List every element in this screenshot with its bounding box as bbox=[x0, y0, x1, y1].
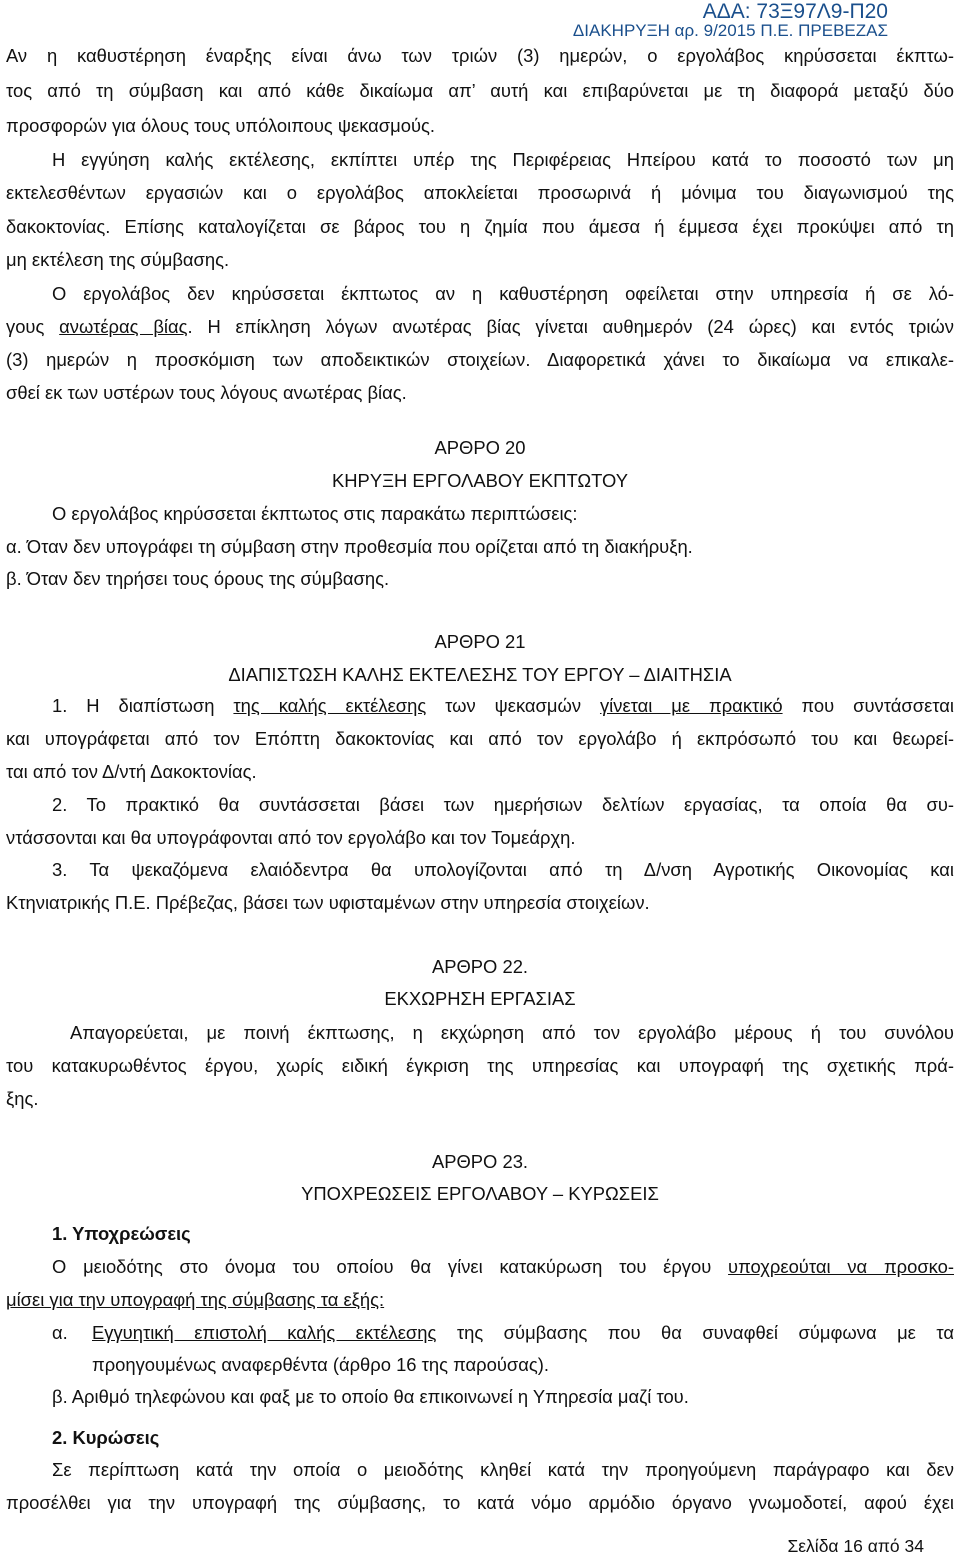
sanctions-line-1: Σε περίπτωση κατά την οποία ο μειοδότης κληθεί κατά την προηγούμενη παράγραφο και δεν bbox=[52, 1459, 954, 1480]
article-21-title: ΑΡΘΡΟ 21 bbox=[434, 631, 526, 652]
article-21-subtitle: ΔΙΑΠΙΣΤΩΣΗ ΚΑΛΗΣ ΕΚΤΕΛΕΣΗΣ ΤΟΥ ΕΡΓΟΥ – ΔΙΑΙΤΗΣΙΑ bbox=[228, 664, 732, 685]
article-22-line-3: ξης. bbox=[6, 1088, 39, 1109]
guarantee-letter-underlined: Εγγυητική επιστολή καλής εκτέλεσης bbox=[92, 1322, 437, 1343]
article-22-line-1: Απαγορεύεται, με ποινή έκπτωσης, η εκχώρηση από τον εργολάβο μέρους ή του συνόλου bbox=[70, 1022, 954, 1043]
article-22-title: ΑΡΘΡΟ 22. bbox=[431, 956, 529, 977]
item-text: 1. Η διαπίστωση bbox=[52, 695, 234, 716]
article-22-subtitle: ΕΚΧΩΡΗΣΗ ΕΡΓΑΣΙΑΣ bbox=[384, 988, 576, 1009]
p1-line-1: Αν η καθυστέρηση έναρξης είναι άνω των τριών (3) ημερών, ο εργολάβος κηρύσσεται έκπτω- bbox=[6, 45, 954, 66]
item-a-text: της σύμβασης που θα συναφθεί σύμφωνα με τα bbox=[436, 1322, 954, 1343]
article-21-item-1-line-1 bbox=[52, 694, 954, 718]
article-23-title: ΑΡΘΡΟ 23. bbox=[431, 1151, 529, 1172]
p3-text: γους bbox=[6, 316, 60, 337]
p2-line-4: μη εκτέλεση της σύμβασης. bbox=[6, 249, 230, 270]
obligations-line-1 bbox=[52, 1255, 954, 1279]
p3-line-3: (3) ημερών η προσκόμιση των αποδεικτικών στοιχείων. Διαφορετικά χάνει το δικαίωμα να επικαλε- bbox=[6, 349, 954, 370]
item-a-line-2: προηγουμένως αναφερθέντα (άρθρο 16 της παρούσας). bbox=[92, 1354, 549, 1375]
item-b: β. Αριθμό τηλεφώνου και φαξ με το οποίο θα επικοινωνεί η Υπηρεσία μαζί του. bbox=[52, 1386, 689, 1407]
article-22-line-2: του κατακυρωθέντος έργου, χωρίς ειδική έγκριση της υπηρεσίας και υπογραφή της σχετικής πρά- bbox=[6, 1055, 954, 1076]
article-21-item-3-line-2: Κτηνιατρικής Π.Ε. Πρέβεζας, βάσει των υφισταμένων στην υπηρεσία στοιχείων. bbox=[6, 892, 650, 913]
force-majeure-underlined: ανωτέρας βίας bbox=[59, 316, 188, 337]
document-header bbox=[573, 2, 888, 40]
sanctions-heading: 2. Κυρώσεις bbox=[52, 1427, 160, 1448]
sanctions-line-2: προσέλθει για την υπογραφή της σύμβασης, το κατά νόμο αρμόδιο όργανο γνωμοδοτεί, αφού έχει bbox=[6, 1492, 954, 1513]
p3-text: . Η επίκληση λόγων ανωτέρας βίας γίνεται αυθημερόν (24 ώρες) και εντός τριών bbox=[187, 316, 954, 337]
p3-line-4: σθεί εκ των υστέρων τους λόγους ανωτέρας βίας. bbox=[6, 382, 407, 403]
article-21-item-2-line-1: 2. Το πρακτικό θα συντάσσεται βάσει των ημερήσιων δελτίων εργασίας, τα οποία θα συ- bbox=[52, 794, 954, 815]
page-number: Σελίδα 16 από 34 bbox=[787, 1536, 924, 1556]
article-21-item-2-line-2: ντάσσονται και θα υπογράφονται από τον εργολάβο και τον Τομεάρχη. bbox=[6, 827, 576, 848]
tender-reference: ΔΙΑΚΗΡΥΞΗ αρ. 9/2015 Π.Ε. ΠΡΕΒΕΖΑΣ bbox=[572, 21, 888, 40]
article-20-item-b: β. Όταν δεν τηρήσει τους όρους της σύμβασης. bbox=[6, 568, 390, 589]
p2-line-3: δακοκτονίας. Επίσης καταλογίζεται σε βάρος του η ζημία που άμεσα ή έμμεσα έχει προκύψει από τη bbox=[6, 216, 954, 237]
article-20-title: ΑΡΘΡΟ 20 bbox=[434, 437, 526, 458]
p1-line-3: προσφορών για όλους τους υπόλοιπους ψεκασμούς. bbox=[6, 115, 436, 136]
obligation-underlined: μίσει για την υπογραφή της σύμβασης τα εξής: bbox=[6, 1289, 385, 1310]
article-21-item-1-line-2: και υπογράφεται από τον Επόπτη δακοκτονίας και από τον εργολάβο ή εκπρόσωπό του και θεωρεί- bbox=[6, 728, 954, 749]
ada-code: ΑΔΑ: 73Ξ97Λ9-Π20 bbox=[702, 0, 888, 23]
item-text: που συντάσσεται bbox=[782, 695, 954, 716]
obligation-underlined: υποχρεούται να προσκο- bbox=[728, 1256, 954, 1277]
article-23-subtitle: ΥΠΟΧΡΕΩΣΕΙΣ ΕΡΓΟΛΑΒΟΥ – ΚΥΡΩΣΕΙΣ bbox=[301, 1183, 659, 1204]
item-a-label: α. bbox=[52, 1322, 68, 1343]
p1-line-2: τος από τη σύμβαση και από κάθε δικαίωμα απ’ αυτή και επιβαρύνεται με τη διαφορά μεταξύ δύο bbox=[6, 80, 954, 101]
obligations-heading: 1. Υποχρεώσεις bbox=[52, 1223, 191, 1244]
good-execution-underlined: της καλής εκτέλεσης bbox=[233, 695, 427, 716]
item-a-line-1 bbox=[92, 1321, 954, 1345]
article-21-item-1-line-3: ται από τον Δ/ντή Δακοκτονίας. bbox=[6, 761, 257, 782]
p3-line-1: Ο εργολάβος δεν κηρύσσεται έκπτωτος αν η καθυστέρηση οφείλεται στην υπηρεσία ή σε λό- bbox=[52, 283, 954, 304]
article-21-item-3-line-1: 3. Τα ψεκαζόμενα ελαιόδεντρα θα υπολογίζονται από τη Δ/νση Αγροτικής Οικονομίας και bbox=[52, 859, 954, 880]
obligations-line-2 bbox=[6, 1288, 954, 1312]
item-text: των ψεκασμών bbox=[426, 695, 600, 716]
article-20-intro: Ο εργολάβος κηρύσσεται έκπτωτος στις παρακάτω περιπτώσεις: bbox=[52, 503, 578, 524]
p2-line-2: εκτελεσθέντων εργασιών και ο εργολάβος αποκλείεται προσωρινά ή μόνιμα του διαγωνισμού της bbox=[6, 182, 954, 203]
p3-line-2 bbox=[6, 315, 954, 339]
obligations-text: Ο μειοδότης στο όνομα του οποίου θα γίνει κατακύρωση του έργου bbox=[52, 1256, 729, 1277]
protocol-underlined: γίνεται με πρακτικό bbox=[599, 695, 783, 716]
article-20-subtitle: ΚΗΡΥΞΗ ΕΡΓΟΛΑΒΟΥ ΕΚΠΤΩΤΟΥ bbox=[332, 470, 628, 491]
article-20-item-a: α. Όταν δεν υπογράφει τη σύμβαση στην προθεσμία που ορίζεται από τη διακήρυξη. bbox=[6, 536, 693, 557]
p2-line-1: Η εγγύηση καλής εκτέλεσης, εκπίπτει υπέρ της Περιφέρειας Ηπείρου κατά το ποσοστό των μη bbox=[52, 149, 954, 170]
